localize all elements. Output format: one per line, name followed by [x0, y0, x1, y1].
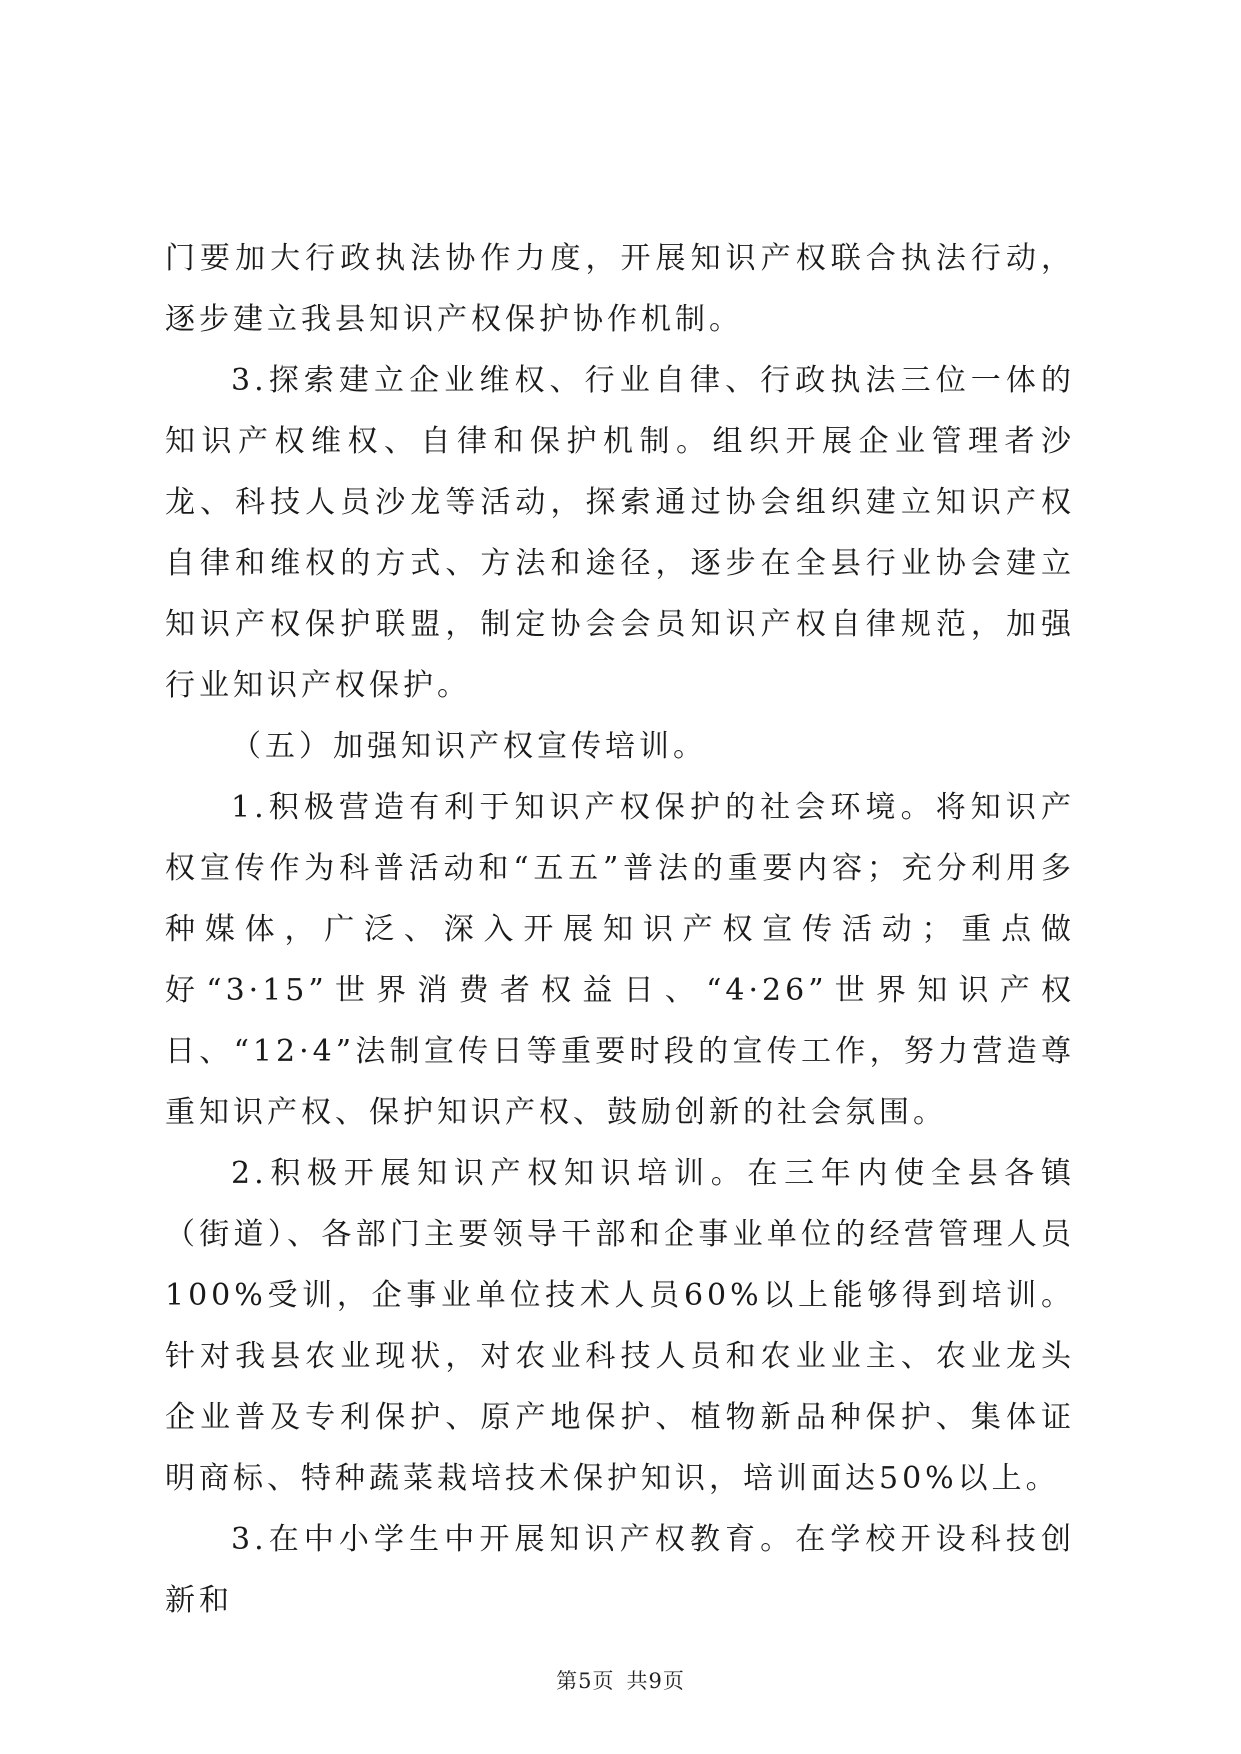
- paragraph-1: 门要加大行政执法协作力度，开展知识产权联合执法行动，逐步建立我县知识产权保护协作机制。: [165, 241, 1075, 337]
- page-total: 共9页: [626, 1669, 685, 1693]
- paragraph-6: 3.在中小学生中开展知识产权教育。在学校开设科技创新和: [165, 1522, 1075, 1618]
- body-text: [165, 228, 1075, 1631]
- paragraph-2: 3.探索建立企业维权、行业自律、行政执法三位一体的知识产权维权、自律和保护机制。组织开展企业管理者沙龙、科技人员沙龙等活动，探索通过协会组织建立知识产权自律和维权的方式、方法和途径，逐步在全县行业协会建立知识产权保护联盟，制定协会会员知识产权自律规范，加强行业知识产权保护。: [165, 363, 1075, 703]
- page-number: 第5页: [556, 1669, 615, 1693]
- section-heading: （五）加强知识产权宣传培训。: [231, 729, 707, 764]
- page-footer: [0, 1665, 1241, 1695]
- paragraph-4: 1.积极营造有利于知识产权保护的社会环境。将知识产权宣传作为科普活动和“五五”普法的重要内容；充分利用多种媒体，广泛、深入开展知识产权宣传活动；重点做好“3·15”世界消费者权益日、“4·26”世界知识产权日、“12·4”法制宣传日等重要时段的宣传工作，努力营造尊重知识产权、保护知识产权、鼓励创新的社会氛围。: [165, 790, 1075, 1130]
- paragraph-5: 2.积极开展知识产权知识培训。在三年内使全县各镇（街道）、各部门主要领导干部和企事业单位的经营管理人员100%受训，企事业单位技术人员60%以上能够得到培训。针对我县农业现状，对农业科技人员和农业业主、农业龙头企业普及专利保护、原产地保护、植物新品种保护、集体证明商标、特种蔬菜栽培技术保护知识，培训面达50%以上。: [165, 1156, 1075, 1496]
